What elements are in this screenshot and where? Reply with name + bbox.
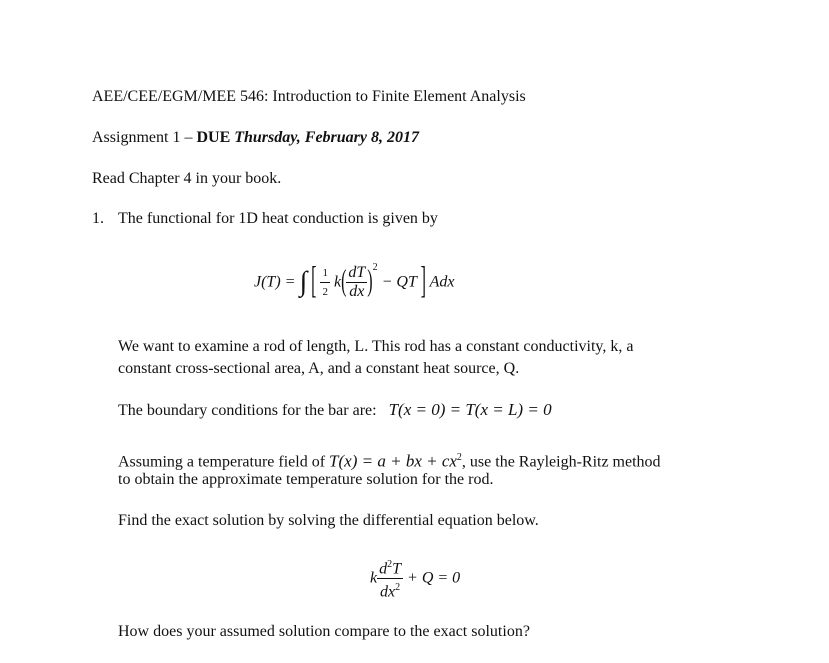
- comparison-question: How does your assumed solution compare to the exact solution?: [118, 623, 530, 640]
- problem-number: 1.: [92, 210, 104, 227]
- minus-qt: − QT: [381, 273, 417, 291]
- assumption-line1: [118, 448, 661, 472]
- problem-intro: The functional for 1D heat conduction is given by: [118, 210, 438, 227]
- bc-text: The boundary conditions for the bar are:: [118, 402, 377, 419]
- reading-instruction: Read Chapter 4 in your book.: [92, 170, 282, 187]
- derivative-fraction: $\frac{dT}{dx}$: [348, 264, 366, 301]
- rod-description-line2: constant cross-sectional area, A, and a constant heat source, Q.: [118, 360, 520, 377]
- right-bracket: ]: [420, 261, 426, 302]
- adx-term: Adx: [429, 273, 455, 291]
- ode-fraction: $\frac{d^2T}{dx^2}$: [377, 556, 403, 602]
- assume-text-a: Assuming a temperature field of: [118, 453, 330, 471]
- left-paren: (: [341, 265, 347, 298]
- functional-equation: [254, 253, 455, 303]
- ode-k: k: [370, 569, 378, 587]
- functional-lhs: J(T) =: [254, 273, 296, 291]
- ode-rest: + Q = 0: [407, 569, 461, 587]
- assume-square: 2: [456, 452, 462, 463]
- integral-sign: ∫: [299, 266, 308, 298]
- conductivity-k: k: [333, 273, 342, 291]
- bc-equation: T(x = 0) = T(x = L) = 0: [388, 400, 552, 419]
- differential-equation: [370, 556, 460, 600]
- course-title: AEE/CEE/EGM/MEE 546: Introduction to Finite Element Analysis: [92, 88, 526, 105]
- assume-text-b: , use the Rayleigh-Ritz method: [461, 453, 661, 471]
- right-paren: ): [367, 265, 373, 298]
- assume-equation: T(x) = a + bx + cx: [329, 451, 457, 471]
- assignment-line: [92, 128, 419, 148]
- assumption-line2: to obtain the approximate temperature solution for the rod.: [118, 471, 494, 488]
- half-fraction: $\frac{1}{2}$: [320, 264, 330, 301]
- due-label: DUE: [196, 129, 231, 146]
- due-date: Thursday, February 8, 2017: [234, 129, 419, 146]
- boundary-conditions: [118, 400, 552, 421]
- square-exponent: 2: [372, 262, 378, 273]
- assignment-prefix: Assignment 1 –: [92, 129, 197, 146]
- rod-description-line1: We want to examine a rod of length, L. This rod has a constant conductivity, k, a: [118, 338, 634, 355]
- left-bracket: [: [311, 261, 317, 302]
- exact-solution-instruction: Find the exact solution by solving the differential equation below.: [118, 512, 539, 529]
